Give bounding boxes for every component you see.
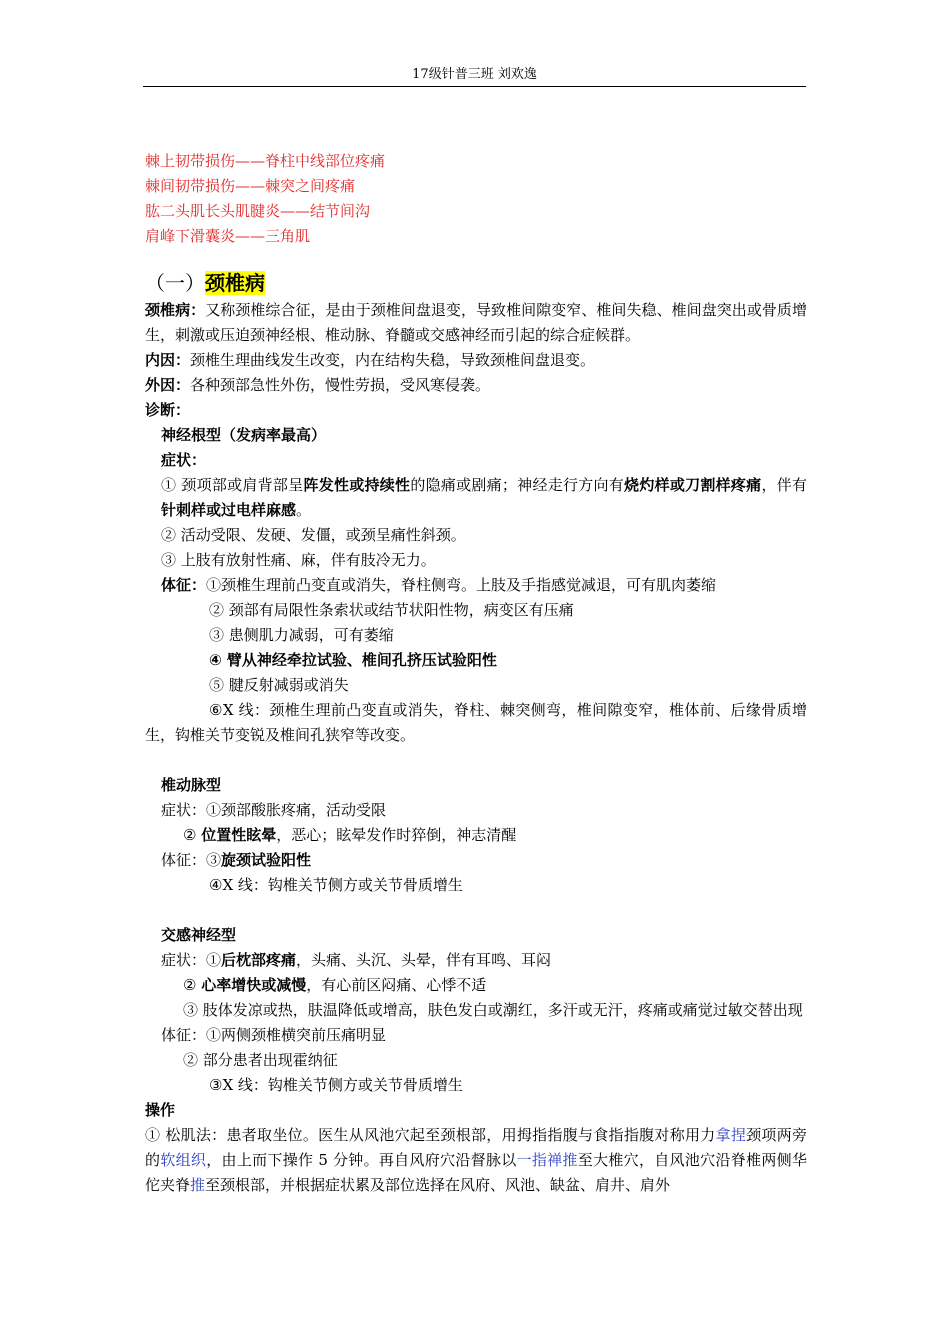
internal-text: 颈椎生理曲线发生改变，内在结构失稳，导致颈椎间盘退变。 <box>190 351 596 369</box>
sign-label: 体征： <box>161 851 207 869</box>
symptom-label: 症状： <box>161 801 207 819</box>
text-run: ① <box>206 951 222 969</box>
text-run: ② <box>183 826 202 844</box>
sign-text: ①颈椎生理前凸变直或消失，脊柱侧弯。上肢及手指感觉减退，可有肌肉萎缩 <box>206 576 717 594</box>
nerve-root-symptom-1 <box>145 473 807 523</box>
bold-run: 烧灼样或刀割样疼痛 <box>624 476 762 494</box>
sympathetic-sign-3: ③X 线：钩椎关节侧方或关节骨质增生 <box>209 1076 463 1094</box>
internal-cause <box>145 348 807 373</box>
bold-run: 针刺样或过电样麻感 <box>161 501 297 519</box>
external-text: 各种颈部急性外伤，慢性劳损，受风寒侵袭。 <box>190 376 491 394</box>
definition-term: 颈椎病： <box>145 301 206 319</box>
vertebral-artery-title: 椎动脉型 <box>161 776 222 794</box>
symptom-label: 症状： <box>161 951 207 969</box>
nerve-root-sign-2: ② 颈部有局限性条索状或结节状阳性物，病变区有压痛 <box>209 601 574 619</box>
red-note: 棘上韧带损伤——脊柱中线部位疼痛 <box>145 152 386 170</box>
sign-label: 体征： <box>161 576 207 594</box>
section-heading <box>145 268 807 298</box>
spacer <box>145 748 807 773</box>
nerve-root-symptom-3: ③ 上肢有放射性痛、麻，伴有肢冷无力。 <box>161 551 436 569</box>
text-run: ③ <box>206 851 222 869</box>
vertebral-artery-sign-1 <box>145 848 807 873</box>
sign-text: ①两侧颈椎横突前压痛明显 <box>206 1026 387 1044</box>
text-run: ，由上而下操作 5 分钟。再自风府穴沿督脉以 <box>206 1151 517 1169</box>
sympathetic-title: 交感神经型 <box>161 926 237 944</box>
vertebral-artery-symptom-2 <box>145 823 807 848</box>
operation-title: 操作 <box>145 1101 176 1119</box>
text-run: ，有心前区闷痛、心悸不适 <box>306 976 487 994</box>
sympathetic-sign-2: ② 部分患者出现霍纳征 <box>183 1051 338 1069</box>
diagnosis-label: 诊断： <box>145 401 191 419</box>
external-cause <box>145 373 807 398</box>
sympathetic-symptom-1 <box>145 948 807 973</box>
red-note: 肱二头肌长头肌腱炎——结节间沟 <box>145 202 371 220</box>
text-run: 颈项两旁的 <box>145 1126 807 1169</box>
definition-paragraph <box>145 298 807 348</box>
operation-paragraph-1 <box>145 1123 807 1198</box>
nerve-root-title: 神经根型（发病率最高） <box>161 426 327 444</box>
sign-label: 体征： <box>161 1026 207 1044</box>
page-header: 17级针普三班 刘欢逸 <box>412 67 537 82</box>
text-run: ，伴有 <box>761 476 807 494</box>
section-title: 颈椎病 <box>205 271 265 295</box>
text-run: ① 颈项部或肩背部呈 <box>161 476 304 494</box>
nerve-root-sign-4: ④ 臂从神经牵拉试验、椎间孔挤压试验阳性 <box>209 651 497 669</box>
text-run: ① 松肌法：患者取坐位。医生从风池穴起至颈根部，用拇指指腹与食指指腹对称用力 <box>145 1126 716 1144</box>
bold-run: 旋颈试验阳性 <box>221 851 312 869</box>
bold-run: 后枕部疼痛 <box>221 951 297 969</box>
bold-run: 阵发性或持续性 <box>303 476 411 494</box>
text-run: ，头痛、头沉、头晕，伴有耳鸣、耳闷 <box>296 951 552 969</box>
nerve-root-sign-3: ③ 患侧肌力减弱，可有萎缩 <box>209 626 394 644</box>
link-term[interactable]: 一指禅推 <box>516 1151 578 1169</box>
section-prefix: （一） <box>145 271 205 295</box>
link-term[interactable]: 推 <box>190 1176 206 1194</box>
red-note: 棘间韧带损伤——棘突之间疼痛 <box>145 177 356 195</box>
text-run: ② <box>183 976 202 994</box>
bold-run: 位置性眩晕 <box>201 826 277 844</box>
external-term: 外因： <box>145 376 191 394</box>
sympathetic-symptom-2 <box>145 973 807 998</box>
link-term[interactable]: 拿捏 <box>715 1126 747 1144</box>
text-run: ，恶心；眩晕发作时猝倒，神志清醒 <box>276 826 517 844</box>
text-run: 。 <box>296 501 312 519</box>
nerve-root-sign-5: ⑤ 腱反射减弱或消失 <box>209 676 349 694</box>
bold-run: 心率增快或减慢 <box>201 976 307 994</box>
sympathetic-symptom-3: ③ 肢体发凉或热，肤温降低或增高，肤色发白或潮红，多汗或无汗，疼痛或痛觉过敏交替出现 <box>183 1001 803 1019</box>
red-note: 肩峰下滑囊炎——三角肌 <box>145 227 311 245</box>
text-run: 至颈根部，并根据症状累及部位选择在风府、风池、缺盆、肩井、肩外 <box>205 1176 671 1194</box>
text-run: 的隐痛或剧痛；神经走行方向有 <box>410 476 625 494</box>
header-rule <box>143 86 806 87</box>
vertebral-artery-sign-2: ④X 线：钩椎关节侧方或关节骨质增生 <box>209 876 463 894</box>
symptom-text: ①颈部酸胀疼痛，活动受限 <box>206 801 387 819</box>
sympathetic-sign-1 <box>145 1023 807 1048</box>
document-body <box>145 149 807 1198</box>
internal-term: 内因： <box>145 351 191 369</box>
text-run: 至大椎穴，自风池穴沿脊椎两侧华佗夹脊 <box>145 1151 807 1194</box>
nerve-root-symptom-label: 症状： <box>161 451 207 469</box>
spacer <box>145 898 807 923</box>
vertebral-artery-symptom-1 <box>145 798 807 823</box>
link-term[interactable]: 软组织 <box>160 1151 207 1169</box>
nerve-root-sign-6: ⑥X 线：颈椎生理前凸变直或消失，脊柱、棘突侧弯，椎间隙变窄，椎体前、后缘骨质增生，钩椎关节变锐及椎间孔狭窄等改变。 <box>145 701 807 744</box>
nerve-root-sign-1 <box>145 573 807 598</box>
definition-text: 又称颈椎综合征，是由于颈椎间盘退变，导致椎间隙变窄、椎间失稳、椎间盘突出或骨质增生，刺激或压迫颈神经根、椎动脉、脊髓或交感神经而引起的综合症候群。 <box>145 301 807 344</box>
nerve-root-symptom-2: ② 活动受限、发硬、发僵，或颈呈痛性斜颈。 <box>161 526 466 544</box>
